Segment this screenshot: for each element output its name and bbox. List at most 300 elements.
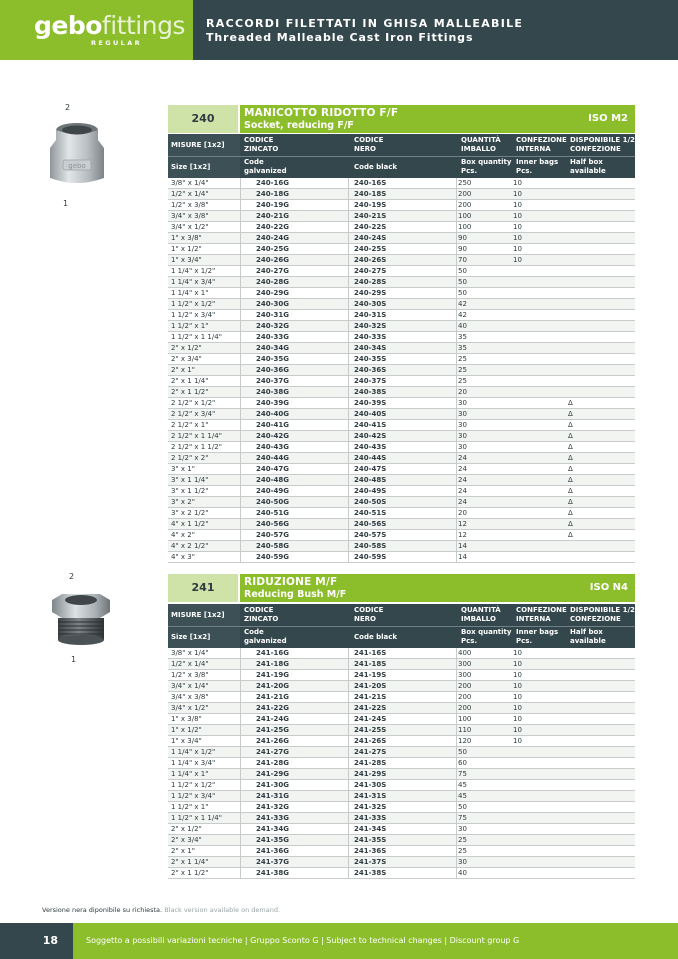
col-galv-en: Code galvanized xyxy=(244,158,287,175)
col-half-en: Half box available xyxy=(570,158,606,175)
box-quantity-cell: 30 xyxy=(458,432,467,440)
col-qty-it: QUANTITÀ IMBALLO xyxy=(461,606,501,623)
galvanized-code-cell: 240-40G xyxy=(256,410,290,418)
section-240-title-it: MANICOTTO RIDOTTO F/F xyxy=(244,107,399,119)
galvanized-code-cell: 240-42G xyxy=(256,432,290,440)
black-code-cell: 240-56S xyxy=(354,520,387,528)
black-code-cell: 240-48S xyxy=(354,476,387,484)
section-241-title-bar xyxy=(240,574,635,602)
galvanized-code-cell: 240-36G xyxy=(256,366,290,374)
black-code-cell: 241-31S xyxy=(354,792,387,800)
box-quantity-cell: 40 xyxy=(458,869,467,877)
size-cell: 2 1/2" x 3/4" xyxy=(171,410,216,418)
box-quantity-cell: 45 xyxy=(458,781,467,789)
black-code-cell: 241-20S xyxy=(354,682,387,690)
galvanized-code-cell: 241-33G xyxy=(256,814,290,822)
box-quantity-cell: 35 xyxy=(458,344,467,352)
half-box-cell: Δ xyxy=(568,509,573,517)
socket-reducing-image xyxy=(46,120,108,190)
black-code-cell: 240-40S xyxy=(354,410,387,418)
table-row xyxy=(168,769,635,780)
page-header xyxy=(0,0,678,60)
table-row xyxy=(168,486,635,497)
black-code-cell: 241-22S xyxy=(354,704,387,712)
table-row xyxy=(168,857,635,868)
size-cell: 3" x 1 1/2" xyxy=(171,487,209,495)
table-row xyxy=(168,552,635,563)
box-quantity-cell: 75 xyxy=(458,770,467,778)
galvanized-code-cell: 240-57G xyxy=(256,531,290,539)
table-row xyxy=(168,387,635,398)
table-row xyxy=(168,780,635,791)
size-cell: 1 1/4" x 3/4" xyxy=(171,759,216,767)
size-cell: 4" x 2 1/2" xyxy=(171,542,209,550)
box-quantity-cell: 50 xyxy=(458,289,467,297)
size-cell: 1/2" x 1/4" xyxy=(171,660,209,668)
table-row xyxy=(168,420,635,431)
size-cell: 3" x 2" xyxy=(171,498,195,506)
half-box-cell: Δ xyxy=(568,432,573,440)
column-divider xyxy=(348,648,349,879)
black-code-cell: 241-34S xyxy=(354,825,387,833)
box-quantity-cell: 50 xyxy=(458,278,467,286)
black-code-cell: 240-44S xyxy=(354,454,387,462)
page-number: 18 xyxy=(42,934,58,947)
table-row xyxy=(168,409,635,420)
col-qty-en: Box quantity Pcs. xyxy=(461,628,512,645)
galvanized-code-cell: 241-35G xyxy=(256,836,290,844)
size-cell: 1" x 1/2" xyxy=(171,726,202,734)
box-quantity-cell: 35 xyxy=(458,333,467,341)
size-cell: 2" x 1 1/2" xyxy=(171,388,209,396)
galvanized-code-cell: 241-37G xyxy=(256,858,290,866)
table-row xyxy=(168,703,635,714)
size-cell: 1" x 3/4" xyxy=(171,256,202,264)
black-code-cell: 240-26S xyxy=(354,256,387,264)
black-code-cell: 241-24S xyxy=(354,715,387,723)
table-row xyxy=(168,846,635,857)
half-box-cell: Δ xyxy=(568,465,573,473)
black-code-cell: 241-33S xyxy=(354,814,387,822)
table-row xyxy=(168,725,635,736)
black-code-cell: 241-38S xyxy=(354,869,387,877)
table-row xyxy=(168,681,635,692)
box-quantity-cell: 25 xyxy=(458,366,467,374)
table-row xyxy=(168,288,635,299)
black-code-cell: 240-30S xyxy=(354,300,387,308)
col-black-it: CODICE NERO xyxy=(354,136,384,153)
box-quantity-cell: 200 xyxy=(458,201,472,209)
galvanized-code-cell: 241-26G xyxy=(256,737,290,745)
size-cell: 1" x 1/2" xyxy=(171,245,202,253)
size-cell: 2 1/2" x 2" xyxy=(171,454,209,462)
table-row xyxy=(168,835,635,846)
box-quantity-cell: 30 xyxy=(458,410,467,418)
table-row xyxy=(168,244,635,255)
table-row xyxy=(168,211,635,222)
box-quantity-cell: 12 xyxy=(458,520,467,528)
column-divider xyxy=(348,178,349,563)
table-row xyxy=(168,189,635,200)
size-cell: 1 1/2" x 1 1/4" xyxy=(171,814,222,822)
col-inner-en: Inner bags Pcs. xyxy=(516,628,559,645)
galvanized-code-cell: 240-26G xyxy=(256,256,290,264)
galvanized-code-cell: 240-19G xyxy=(256,201,290,209)
section-241-iso: ISO N4 xyxy=(589,582,628,593)
galvanized-code-cell: 241-32G xyxy=(256,803,290,811)
half-box-cell: Δ xyxy=(568,531,573,539)
table-row xyxy=(168,354,635,365)
galvanized-code-cell: 240-37G xyxy=(256,377,290,385)
box-quantity-cell: 14 xyxy=(458,553,467,561)
galvanized-code-cell: 240-58G xyxy=(256,542,290,550)
column-divider xyxy=(240,648,241,879)
galvanized-code-cell: 240-39G xyxy=(256,399,290,407)
size-cell: 1/2" x 3/8" xyxy=(171,671,209,679)
black-code-cell: 240-28S xyxy=(354,278,387,286)
page-number-box xyxy=(0,923,73,959)
table-row xyxy=(168,233,635,244)
half-box-cell: Δ xyxy=(568,443,573,451)
size-cell: 1 1/4" x 1" xyxy=(171,289,209,297)
black-code-cell: 241-28S xyxy=(354,759,387,767)
galvanized-code-cell: 241-19G xyxy=(256,671,290,679)
black-code-cell: 240-32S xyxy=(354,322,387,330)
section-240-table-header xyxy=(168,134,635,178)
galvanized-code-cell: 241-24G xyxy=(256,715,290,723)
box-quantity-cell: 200 xyxy=(458,693,472,701)
size-cell: 2" x 1 1/4" xyxy=(171,377,209,385)
inner-bags-cell: 10 xyxy=(513,212,522,220)
box-quantity-cell: 400 xyxy=(458,649,472,657)
inner-bags-cell: 10 xyxy=(513,693,522,701)
box-quantity-cell: 50 xyxy=(458,748,467,756)
table-row xyxy=(168,648,635,659)
half-box-cell: Δ xyxy=(568,399,573,407)
table-row xyxy=(168,365,635,376)
col-galv-it: CODICE ZINCATO xyxy=(244,136,279,153)
half-box-cell: Δ xyxy=(568,487,573,495)
black-code-cell: 240-39S xyxy=(354,399,387,407)
size-cell: 1 1/2" x 3/4" xyxy=(171,311,216,319)
half-box-cell: Δ xyxy=(568,498,573,506)
galvanized-code-cell: 240-29G xyxy=(256,289,290,297)
section-240-header xyxy=(168,105,635,133)
size-cell: 2" x 1 1/2" xyxy=(171,869,209,877)
galvanized-code-cell: 240-48G xyxy=(256,476,290,484)
inner-bags-cell: 10 xyxy=(513,671,522,679)
black-code-cell: 240-29S xyxy=(354,289,387,297)
callout-bottom-240: 1 xyxy=(63,199,69,208)
table-row xyxy=(168,692,635,703)
galvanized-code-cell: 241-28G xyxy=(256,759,290,767)
size-cell: 3" x 1 1/4" xyxy=(171,476,209,484)
galvanized-code-cell: 240-30G xyxy=(256,300,290,308)
size-cell: 1 1/2" x 1/2" xyxy=(171,781,216,789)
inner-bags-cell: 10 xyxy=(513,201,522,209)
galvanized-code-cell: 240-22G xyxy=(256,223,290,231)
black-code-cell: 241-37S xyxy=(354,858,387,866)
box-quantity-cell: 120 xyxy=(458,737,472,745)
box-quantity-cell: 12 xyxy=(458,531,467,539)
black-code-cell: 241-16S xyxy=(354,649,387,657)
box-quantity-cell: 30 xyxy=(458,399,467,407)
table-row xyxy=(168,266,635,277)
table-row xyxy=(168,376,635,387)
header-title-it: RACCORDI FILETTATI IN GHISA MALLEABILE xyxy=(206,17,524,30)
inner-bags-cell: 10 xyxy=(513,715,522,723)
galvanized-code-cell: 240-24G xyxy=(256,234,290,242)
col-half-it: DISPONIBILE 1/2 CONFEZIONE xyxy=(570,136,635,153)
black-code-cell: 240-57S xyxy=(354,531,387,539)
logo-wordmark xyxy=(34,12,185,40)
footer-text: Soggetto a possibili variazioni tecniche | Gruppo Sconto G | Subject to technical changes | Discount group G xyxy=(86,936,520,945)
black-code-cell: 241-30S xyxy=(354,781,387,789)
size-cell: 3/4" x 3/8" xyxy=(171,693,209,701)
table-row xyxy=(168,200,635,211)
col-black-en: Code black xyxy=(354,633,398,641)
size-cell: 3/8" x 1/4" xyxy=(171,649,209,657)
galvanized-code-cell: 241-20G xyxy=(256,682,290,690)
availability-note xyxy=(42,906,280,914)
table-row xyxy=(168,310,635,321)
note-it: Versione nera diponibile su richiesta. xyxy=(42,906,163,914)
inner-bags-cell: 10 xyxy=(513,682,522,690)
black-code-cell: 240-42S xyxy=(354,432,387,440)
col-galv-it: CODICE ZINCATO xyxy=(244,606,279,623)
half-box-cell: Δ xyxy=(568,421,573,429)
black-code-cell: 240-18S xyxy=(354,190,387,198)
inner-bags-cell: 10 xyxy=(513,660,522,668)
box-quantity-cell: 20 xyxy=(458,388,467,396)
box-quantity-cell: 100 xyxy=(458,715,472,723)
size-cell: 1 1/2" x 3/4" xyxy=(171,792,216,800)
callout-top-240: 2 xyxy=(65,103,71,112)
table-row xyxy=(168,813,635,824)
size-cell: 1" x 3/8" xyxy=(171,234,202,242)
box-quantity-cell: 45 xyxy=(458,792,467,800)
galvanized-code-cell: 240-18G xyxy=(256,190,290,198)
callout-top-241: 2 xyxy=(69,572,75,581)
col-size-it: MISURE [1x2] xyxy=(171,141,225,149)
table-row xyxy=(168,475,635,486)
galvanized-code-cell: 240-50G xyxy=(256,498,290,506)
box-quantity-cell: 90 xyxy=(458,245,467,253)
box-quantity-cell: 75 xyxy=(458,814,467,822)
size-cell: 1" x 3/4" xyxy=(171,737,202,745)
size-cell: 2" x 1" xyxy=(171,366,195,374)
size-cell: 3/4" x 1/2" xyxy=(171,704,209,712)
galvanized-code-cell: 240-16G xyxy=(256,179,290,187)
size-cell: 1" x 3/8" xyxy=(171,715,202,723)
box-quantity-cell: 24 xyxy=(458,465,467,473)
col-black-it: CODICE NERO xyxy=(354,606,384,623)
galvanized-code-cell: 240-25G xyxy=(256,245,290,253)
table-row xyxy=(168,802,635,813)
black-code-cell: 240-22S xyxy=(354,223,387,231)
table-row xyxy=(168,398,635,409)
box-quantity-cell: 200 xyxy=(458,704,472,712)
box-quantity-cell: 14 xyxy=(458,542,467,550)
black-code-cell: 240-37S xyxy=(354,377,387,385)
black-code-cell: 240-19S xyxy=(354,201,387,209)
box-quantity-cell: 200 xyxy=(458,682,472,690)
black-code-cell: 241-19S xyxy=(354,671,387,679)
col-size-en: Size [1x2] xyxy=(171,163,211,171)
black-code-cell: 240-49S xyxy=(354,487,387,495)
col-inner-en: Inner bags Pcs. xyxy=(516,158,559,175)
size-cell: 2" x 1 1/4" xyxy=(171,858,209,866)
galvanized-code-cell: 240-28G xyxy=(256,278,290,286)
col-qty-it: QUANTITÀ IMBALLO xyxy=(461,136,501,153)
black-code-cell: 240-58S xyxy=(354,542,387,550)
table-row xyxy=(168,321,635,332)
col-black-en: Code black xyxy=(354,163,398,171)
column-divider xyxy=(456,178,457,563)
box-quantity-cell: 90 xyxy=(458,234,467,242)
size-cell: 1 1/2" x 1" xyxy=(171,322,209,330)
size-cell: 4" x 3" xyxy=(171,553,195,561)
col-qty-en: Box quantity Pcs. xyxy=(461,158,512,175)
galvanized-code-cell: 241-18G xyxy=(256,660,290,668)
galvanized-code-cell: 241-25G xyxy=(256,726,290,734)
box-quantity-cell: 250 xyxy=(458,179,472,187)
table-row xyxy=(168,178,635,189)
table-row xyxy=(168,824,635,835)
galvanized-code-cell: 240-47G xyxy=(256,465,290,473)
table-row xyxy=(168,868,635,879)
note-en: Black version available on demand. xyxy=(164,906,281,914)
box-quantity-cell: 24 xyxy=(458,498,467,506)
table-row xyxy=(168,530,635,541)
inner-bags-cell: 10 xyxy=(513,737,522,745)
box-quantity-cell: 20 xyxy=(458,509,467,517)
table-row xyxy=(168,541,635,552)
logo-word-gebo: gebo xyxy=(34,11,102,40)
size-cell: 1 1/4" x 1/2" xyxy=(171,748,216,756)
black-code-cell: 241-21S xyxy=(354,693,387,701)
black-code-cell: 240-33S xyxy=(354,333,387,341)
galvanized-code-cell: 241-31G xyxy=(256,792,290,800)
table-row xyxy=(168,277,635,288)
box-quantity-cell: 50 xyxy=(458,267,467,275)
size-cell: 1 1/2" x 1" xyxy=(171,803,209,811)
size-cell: 3/4" x 1/2" xyxy=(171,223,209,231)
galvanized-code-cell: 240-56G xyxy=(256,520,290,528)
galvanized-code-cell: 240-49G xyxy=(256,487,290,495)
logo-subline: REGULAR xyxy=(91,39,143,47)
inner-bags-cell: 10 xyxy=(513,190,522,198)
table-row xyxy=(168,714,635,725)
table-row xyxy=(168,659,635,670)
section-241-code: 241 xyxy=(168,574,238,602)
size-cell: 3" x 2 1/2" xyxy=(171,509,209,517)
page-footer xyxy=(0,923,678,959)
box-quantity-cell: 25 xyxy=(458,355,467,363)
box-quantity-cell: 25 xyxy=(458,377,467,385)
box-quantity-cell: 200 xyxy=(458,190,472,198)
black-code-cell: 240-47S xyxy=(354,465,387,473)
section-241-title-it: RIDUZIONE M/F xyxy=(244,576,338,588)
table-row xyxy=(168,453,635,464)
box-quantity-cell: 25 xyxy=(458,847,467,855)
inner-bags-cell: 10 xyxy=(513,704,522,712)
box-quantity-cell: 70 xyxy=(458,256,467,264)
size-cell: 2" x 1/2" xyxy=(171,825,202,833)
inner-bags-cell: 10 xyxy=(513,223,522,231)
galvanized-code-cell: 240-32G xyxy=(256,322,290,330)
table-row xyxy=(168,747,635,758)
galvanized-code-cell: 241-22G xyxy=(256,704,290,712)
galvanized-code-cell: 241-34G xyxy=(256,825,290,833)
galvanized-code-cell: 241-30G xyxy=(256,781,290,789)
col-size-it: MISURE [1x2] xyxy=(171,611,225,619)
black-code-cell: 241-26S xyxy=(354,737,387,745)
section-240-code: 240 xyxy=(168,105,238,133)
size-cell: 3/8" x 1/4" xyxy=(171,179,209,187)
box-quantity-cell: 30 xyxy=(458,421,467,429)
size-cell: 2" x 1/2" xyxy=(171,344,202,352)
size-cell: 4" x 2" xyxy=(171,531,195,539)
table-row xyxy=(168,299,635,310)
galvanized-code-cell: 240-44G xyxy=(256,454,290,462)
size-cell: 4" x 1 1/2" xyxy=(171,520,209,528)
section-241-table-header xyxy=(168,604,635,648)
inner-bags-cell: 10 xyxy=(513,256,522,264)
box-quantity-cell: 40 xyxy=(458,322,467,330)
black-code-cell: 240-51S xyxy=(354,509,387,517)
inner-bags-cell: 10 xyxy=(513,726,522,734)
galvanized-code-cell: 241-16G xyxy=(256,649,290,657)
box-quantity-cell: 60 xyxy=(458,759,467,767)
half-box-cell: Δ xyxy=(568,454,573,462)
table-row xyxy=(168,791,635,802)
table-row xyxy=(168,508,635,519)
galvanized-code-cell: 241-27G xyxy=(256,748,290,756)
galvanized-code-cell: 241-38G xyxy=(256,869,290,877)
table-row xyxy=(168,519,635,530)
box-quantity-cell: 24 xyxy=(458,487,467,495)
header-separator xyxy=(168,156,635,157)
black-code-cell: 240-35S xyxy=(354,355,387,363)
black-code-cell: 240-16S xyxy=(354,179,387,187)
box-quantity-cell: 42 xyxy=(458,300,467,308)
table-row xyxy=(168,464,635,475)
size-cell: 1 1/2" x 1 1/4" xyxy=(171,333,222,341)
table-row xyxy=(168,332,635,343)
box-quantity-cell: 25 xyxy=(458,836,467,844)
black-code-cell: 241-18S xyxy=(354,660,387,668)
box-quantity-cell: 110 xyxy=(458,726,472,734)
brand-logo xyxy=(0,0,193,60)
black-code-cell: 240-27S xyxy=(354,267,387,275)
table-row xyxy=(168,343,635,354)
inner-bags-cell: 10 xyxy=(513,179,522,187)
reducing-bush-image xyxy=(48,590,114,650)
section-240-title-bar xyxy=(240,105,635,133)
size-cell: 3/4" x 3/8" xyxy=(171,212,209,220)
size-cell: 1 1/2" x 1/2" xyxy=(171,300,216,308)
inner-bags-cell: 10 xyxy=(513,245,522,253)
black-code-cell: 240-34S xyxy=(354,344,387,352)
black-code-cell: 240-38S xyxy=(354,388,387,396)
size-cell: 2" x 3/4" xyxy=(171,355,202,363)
galvanized-code-cell: 240-51G xyxy=(256,509,290,517)
size-cell: 2 1/2" x 1/2" xyxy=(171,399,216,407)
size-cell: 2" x 1" xyxy=(171,847,195,855)
inner-bags-cell: 10 xyxy=(513,649,522,657)
col-size-en: Size [1x2] xyxy=(171,633,211,641)
